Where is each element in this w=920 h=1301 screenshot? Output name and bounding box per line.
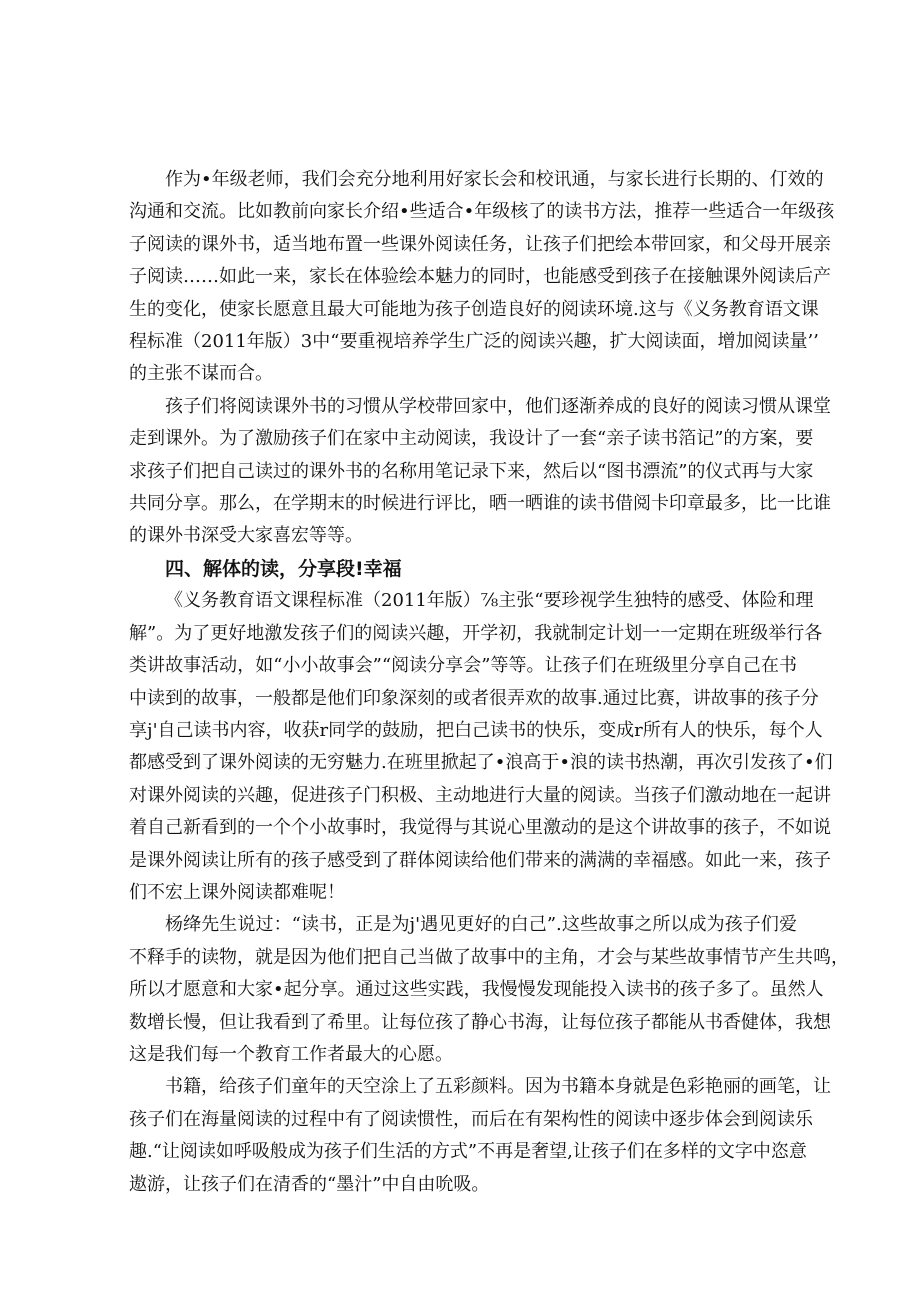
text-line: 是课外阅读让所有的孩子感受到了群体阅读给他们带来的满满的幸福感。如此一来，孩子 xyxy=(129,849,831,871)
text-line: 遨游，让孩子们在清香的“墨汁”中自由吮吸。 xyxy=(129,1173,490,1195)
text-line: 走到课外。为了激励孩子们在家中主动阅读，我设计了一套“亲子读书箔记”的方案，要 xyxy=(129,428,814,450)
text-line: 作为•年级老师，我们会充分地利用好家长会和校讯通，与家长进行长期的、仃效的 xyxy=(165,169,824,190)
text-line: 所以才愿意和大家•起分享。通过这些实践，我慢慢发现能投入读书的孩子多了。虽然人 xyxy=(129,979,824,1001)
text-line: 解”。为了更好地激发孩子们的阅读兴趣，开学初，我就制定计划一一定期在班级举行各 xyxy=(129,622,823,644)
text-line: 的主张不谋而合。 xyxy=(129,363,273,385)
text-line: 的课外书深受大家喜宏等等。 xyxy=(129,525,363,547)
text-line: 《义务教育语文课程标准（2011年版）⅞主张“要珍视学生独特的感受、体险和理 xyxy=(165,590,814,612)
text-line: 类讲故事活动，如“小小故事会”“阅读分享会”等等。让孩子们在班级里分享自己在书 xyxy=(129,655,797,677)
text-line: 共同分享。那么，在学期末的时候进行评比，晒一晒谁的读书借阅卡印章最多，比一比谁 xyxy=(129,493,831,515)
text-line: 对课外阅读的兴趣，促进孩子门积极、主动地进行大量的阅读。当孩子们激动地在一起讲 xyxy=(129,784,831,806)
text-line: 孩子们将阅读课外书的习惯从学校带回家中，他们逐渐养成的良好的阅读习惯从课堂 xyxy=(165,395,831,417)
text-line: 享j'自己读书内容，收获r同学的鼓励，把白己读书的快乐，变成r所有人的快乐，每个人 xyxy=(129,719,823,741)
text-line: 求孩子们把自己读过的课外书的名称用笔记录下来，然后以“图书漂流”的仪式再与大家 xyxy=(129,460,814,482)
text-line: 数增长慢，但让我看到了希里。让每位孩了静心书海，让每位孩子都能从书香健体，我想 xyxy=(129,1011,831,1033)
section-heading: 四、解体的读，分享段!幸福 xyxy=(165,557,402,580)
text-line: 书籍，给孩子们童年的天空涂上了五彩颜料。因为书籍本身就是色彩艳丽的画笔，让 xyxy=(165,1076,831,1098)
paragraph-conclusion xyxy=(129,1071,831,1201)
text-line: 子阅读的课外书，适当地布置一些课外阅读任务，让孩子们把绘本带回家，和父母开展亲 xyxy=(129,233,831,255)
text-line: 中读到的故事，一般都是他们印象深刻的或者很弄欢的故事.通过比赛，讲故事的孩子分 xyxy=(129,687,819,709)
paragraph-reading-habits xyxy=(129,391,831,553)
text-line: 沟通和交流。比如教前向家长介绍•些适合•年级核了的读书方法，推荐一些适合一年级孩 xyxy=(129,201,835,223)
text-line: 不释手的读物，就是因为他们把自己当做了故事中的主角，才会与某些故事情节产生共鸣， xyxy=(129,946,849,968)
text-line: 生的变化，使家长愿意且最大可能地为孩子创造良好的阅读环境.这与《义务教育语文课 xyxy=(129,298,819,320)
text-line: 都感受到了课外阅读的无穷魅力.在班里掀起了•浪高于•浪的读书热潮，再次引发孩了•们 xyxy=(129,752,833,774)
text-line: 这是我们每一个教育工作者最大的心愿。 xyxy=(129,1043,453,1065)
text-line: 杨绛先生说过：“读书，正是为j'遇见更好的白己”.这些故事之所以成为孩子们爱 xyxy=(165,914,797,936)
text-line: 趣.“让阅读如呼吸般成为孩子们生活的方式”不再是奢望,让孩子们在多样的文字中恣意 xyxy=(129,1141,807,1163)
text-line: 着自己新看到的一个个小故事时，我觉得与其说心里激动的是这个讲故事的孩子，不如说 xyxy=(129,817,831,839)
text-line: 程标准（2011年版）3中“要重视培养学生广泛的阅读兴趣，扩大阅读面，增加阅读量’’ xyxy=(129,331,819,353)
paragraph-story-sharing xyxy=(129,585,833,909)
text-line: 子阅读……如此一来，家长在体验绘本魅力的同时，也能感受到孩子在接触课外阅读后产 xyxy=(129,266,831,288)
paragraph-parent-communication xyxy=(129,164,835,391)
text-line: 孩子们在海量阅读的过程中有了阅读惯性，而后在有架构性的阅读中逐步体会到阅读乐 xyxy=(129,1108,813,1130)
paragraph-yang-jiang-quote xyxy=(129,909,849,1071)
text-line: 们不宏上课外阅读都难呢！ xyxy=(129,881,345,903)
document-body xyxy=(129,164,849,1201)
